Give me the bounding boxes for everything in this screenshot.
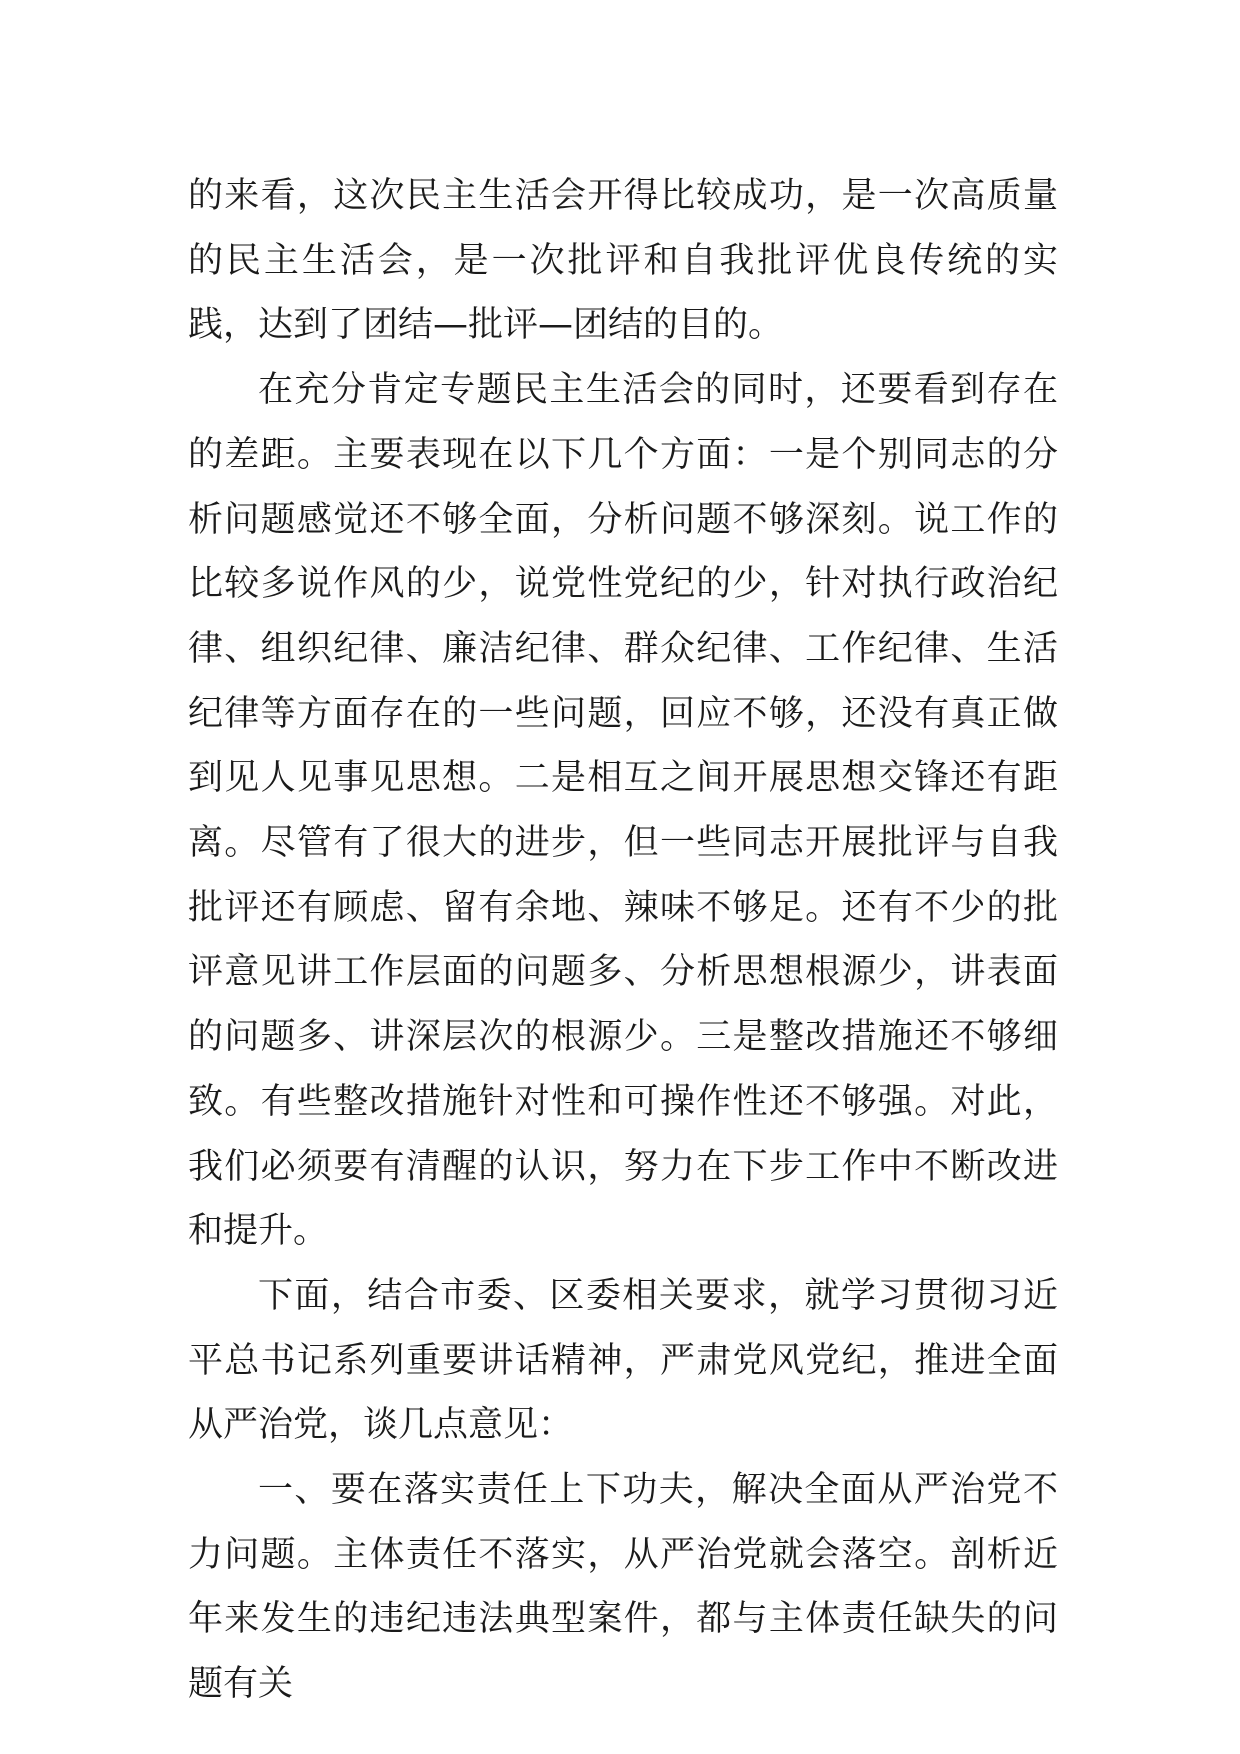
paragraph-point-one: 一、要在落实责任上下功夫，解决全面从严治党不力问题。主体责任不落实，从严治党就会落空。剖析近年来发生的违纪违法典型案件，都与主体责任缺失的问题有关: [188, 1470, 1058, 1705]
body-text: [188, 164, 1058, 1717]
paragraph-continued: 的来看，这次民主生活会开得比较成功，是一次高质量的民主生活会，是一次批评和自我批评优良传统的实践，达到了团结—批评—团结的目的。: [188, 176, 1058, 346]
paragraph-intro-opinions: 下面，结合市委、区委相关要求，就学习贯彻习近平总书记系列重要讲话精神，严肃党风党纪，推进全面从严治党，谈几点意见：: [188, 1275, 1058, 1446]
paragraph-gaps: 在充分肯定专题民主生活会的同时，还要看到存在的差距。主要表现在以下几个方面：一是个别同志的分析问题感觉还不够全面，分析问题不够深刻。说工作的比较多说作风的少，说党性党纪的少，针对执行政治纪律、组织纪律、廉洁纪律、群众纪律、工作纪律、生活纪律等方面存在的一些问题，回应不够，还没有真正做到见人见事见思想。二是相互之间开展思想交锋还有距离。尽管有了很大的进步，但一些同志开展批评与自我批评还有顾虑、留有余地、辣味不够足。还有不少的批评意见讲工作层面的问题多、分析思想根源少，讲表面的问题多、讲深层次的根源少。三是整改措施还不够细致。有些整改措施针对性和可操作性还不够强。对此，我们必须要有清醒的认识，努力在下步工作中不断改进和提升。: [188, 370, 1058, 1252]
